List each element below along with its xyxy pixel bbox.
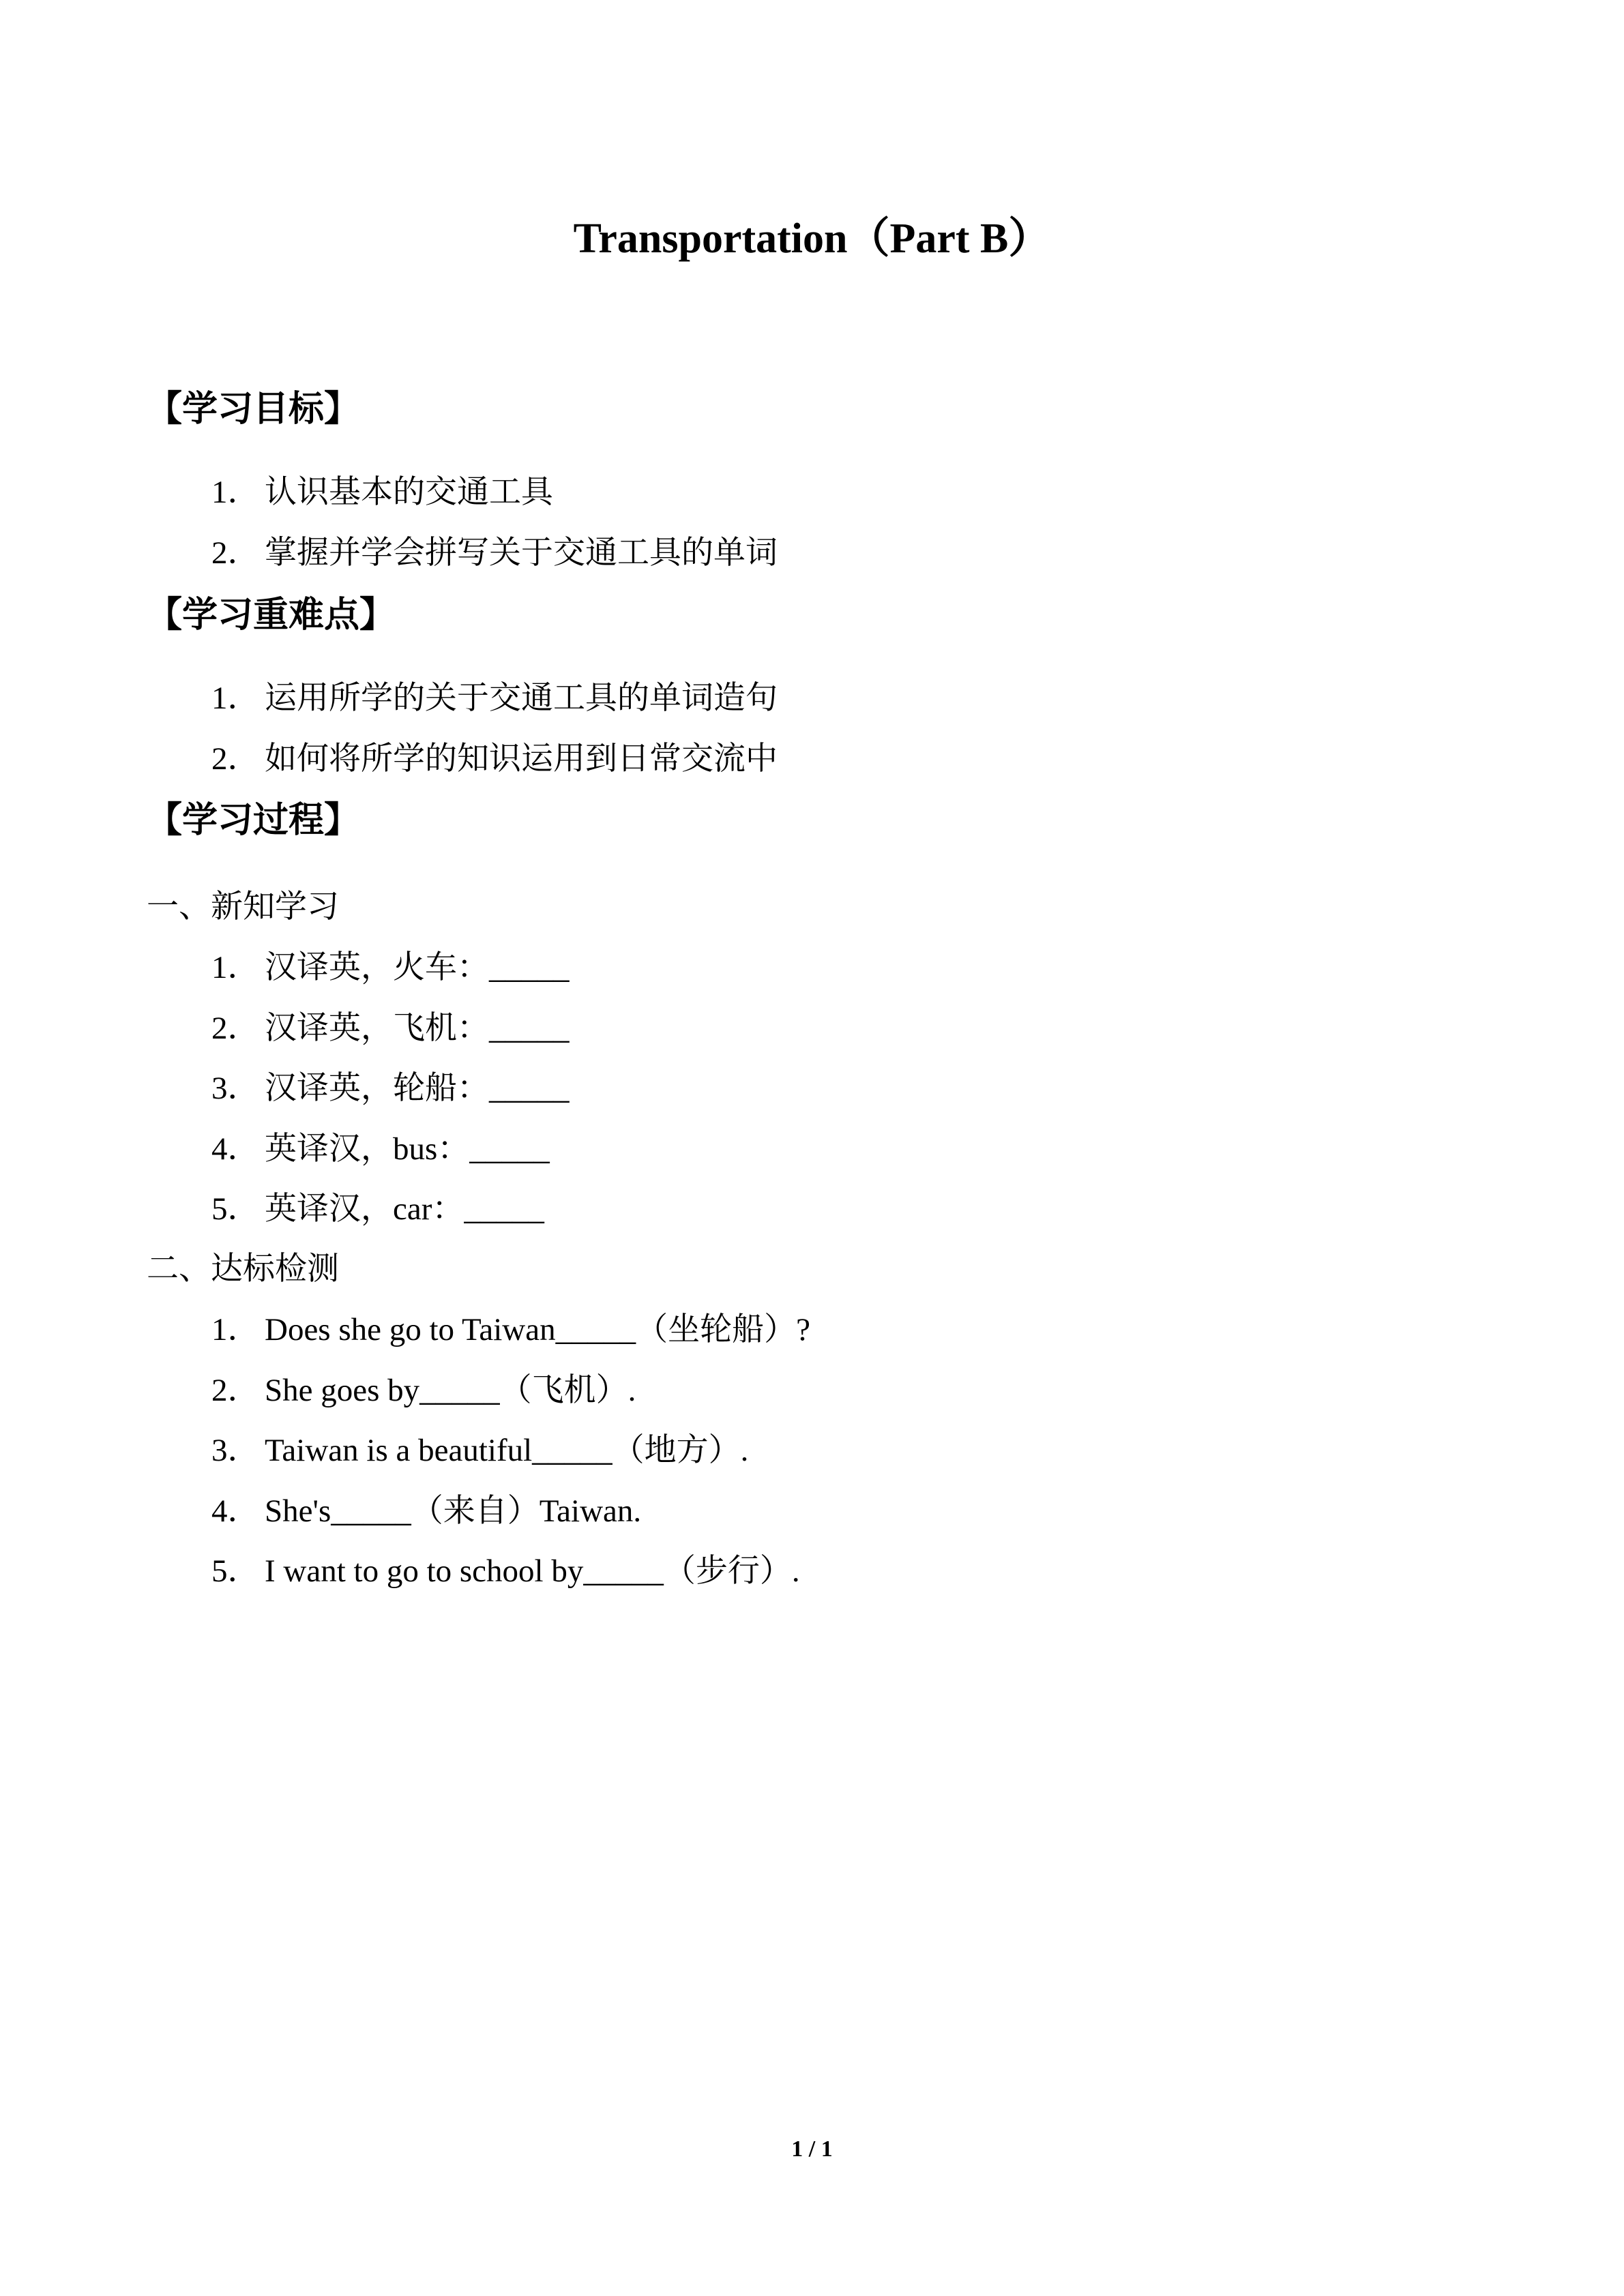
list-item <box>211 472 778 533</box>
item-text: 英译汉，bus：_____ <box>265 1131 550 1167</box>
exercise-item <box>211 1189 570 1249</box>
item-text: Taiwan is a beautiful_____（地方）. <box>265 1433 749 1468</box>
item-text: 如何将所学的知识运用到日常交流中 <box>265 741 778 777</box>
item-text: 认识基本的交通工具 <box>265 475 553 510</box>
item-text: 汉译英，轮船：_____ <box>265 1071 570 1106</box>
item-number: 3． <box>211 1433 260 1468</box>
learning-goals-list <box>211 472 778 593</box>
item-text: Does she go to Taiwan_____（坐轮船）? <box>265 1312 810 1347</box>
section-heading-learning-goals: 【学习目标】 <box>147 389 360 430</box>
item-text: 汉译英，火车：_____ <box>265 950 570 985</box>
exercise-item <box>211 1068 570 1129</box>
page-title: Transportation（Part B） <box>573 215 1051 262</box>
subsection-heading-assessment: 二、达标检测 <box>147 1251 339 1287</box>
item-text: 英译汉，car：_____ <box>265 1191 544 1227</box>
exercise-item <box>211 1430 810 1491</box>
item-number: 1． <box>211 475 260 510</box>
new-knowledge-list <box>211 947 570 1249</box>
item-text: She's_____（来自）Taiwan. <box>265 1493 642 1529</box>
item-number: 4． <box>211 1493 260 1529</box>
exercise-item <box>211 1370 810 1431</box>
item-number: 5． <box>211 1191 260 1227</box>
item-number: 3． <box>211 1071 260 1106</box>
item-number: 5． <box>211 1553 260 1589</box>
item-text: 汉译英，飞机：_____ <box>265 1010 570 1046</box>
item-text: 运用所学的关于交通工具的单词造句 <box>265 681 778 716</box>
item-text: I want to go to school by_____（步行）. <box>265 1553 800 1589</box>
item-number: 2． <box>211 1010 260 1046</box>
item-text: She goes by_____（飞机）. <box>265 1372 636 1408</box>
item-number: 2． <box>211 741 260 777</box>
item-number: 1． <box>211 681 260 716</box>
section-heading-learning-process: 【学习过程】 <box>147 800 360 841</box>
list-item <box>211 533 778 593</box>
exercise-item <box>211 1491 810 1551</box>
list-item <box>211 739 778 799</box>
item-number: 4． <box>211 1131 260 1167</box>
item-text: 掌握并学会拼写关于交通工具的单词 <box>265 535 778 571</box>
assessment-list <box>211 1309 810 1611</box>
item-number: 2． <box>211 1372 260 1408</box>
exercise-item <box>211 1129 570 1189</box>
page-number: 1 / 1 <box>791 2136 833 2162</box>
exercise-item <box>211 1008 570 1069</box>
subsection-heading-new-knowledge: 一、新知学习 <box>147 889 339 925</box>
item-number: 2． <box>211 535 260 571</box>
exercise-item <box>211 1309 810 1370</box>
item-number: 1． <box>211 950 260 985</box>
key-points-list <box>211 678 778 799</box>
list-item <box>211 678 778 739</box>
exercise-item <box>211 1551 810 1611</box>
item-number: 1． <box>211 1312 260 1347</box>
section-heading-key-points: 【学习重难点】 <box>147 595 396 636</box>
exercise-item <box>211 947 570 1008</box>
